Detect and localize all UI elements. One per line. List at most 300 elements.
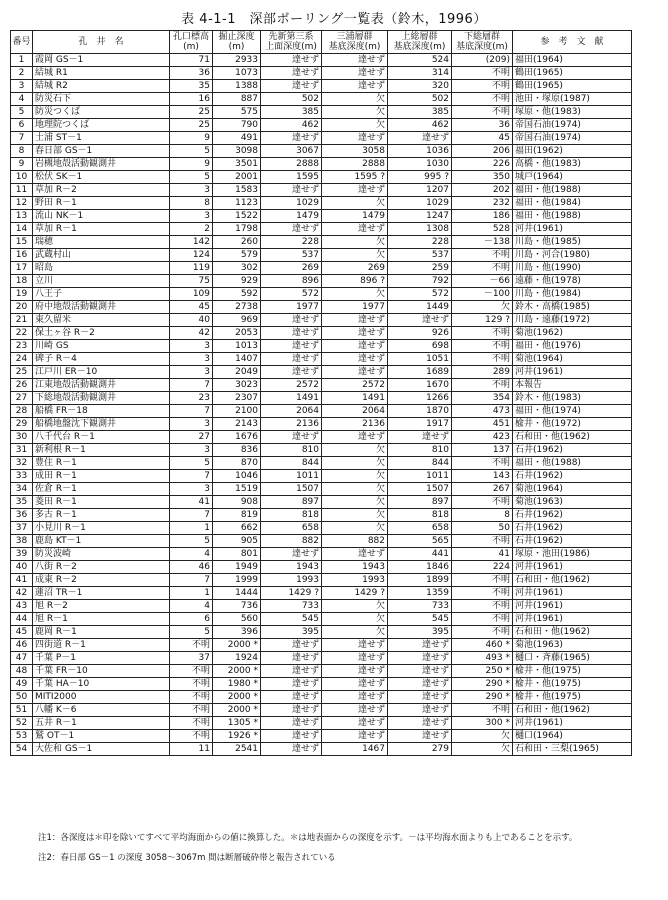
table-cell: 259 xyxy=(388,262,452,275)
table-row xyxy=(11,379,632,392)
table-cell: 26 xyxy=(11,379,33,392)
table-cell: 5 xyxy=(170,171,213,184)
table-cell: 達せず xyxy=(388,678,452,691)
table-row xyxy=(11,236,632,249)
table-row xyxy=(11,197,632,210)
table-cell: 1011 xyxy=(261,470,322,483)
table-cell: 2738 xyxy=(213,301,261,314)
table-cell: 896 xyxy=(261,275,322,288)
table-cell: 樋口・斉藤(1965) xyxy=(513,652,632,665)
table-cell: 達せず xyxy=(322,366,388,379)
table-cell: 川島・遠藤(1972) xyxy=(513,314,632,327)
table-cell: 鶴田(1965) xyxy=(513,80,632,93)
table-cell: 3501 xyxy=(213,158,261,171)
table-cell: 春日部 GS－1 xyxy=(33,145,170,158)
table-cell: 926 xyxy=(388,327,452,340)
table-cell: 232 xyxy=(452,197,513,210)
table-cell: 2572 xyxy=(322,379,388,392)
table-cell: 790 xyxy=(213,119,261,132)
table-cell: 1388 xyxy=(213,80,261,93)
table-cell: 立川 xyxy=(33,275,170,288)
table-cell: 27 xyxy=(11,392,33,405)
table-cell: 75 xyxy=(170,275,213,288)
table-cell: 3023 xyxy=(213,379,261,392)
table-cell: 不明 xyxy=(452,67,513,80)
table-cell: 達せず xyxy=(388,132,452,145)
table-cell: 2143 xyxy=(213,418,261,431)
table-cell: 旭 R－2 xyxy=(33,600,170,613)
table-cell: 2307 xyxy=(213,392,261,405)
table-cell: 成田 R－1 xyxy=(33,470,170,483)
table-cell: 楡井・他(1975) xyxy=(513,691,632,704)
table-cell: 18 xyxy=(11,275,33,288)
table-cell: 42 xyxy=(170,327,213,340)
table-row xyxy=(11,665,632,678)
table-cell: 3 xyxy=(170,483,213,496)
table-cell: 鹿島 KT－1 xyxy=(33,535,170,548)
table-row xyxy=(11,561,632,574)
table-cell: 1029 xyxy=(261,197,322,210)
table-cell: 河井(1961) xyxy=(513,561,632,574)
table-cell: 24 xyxy=(11,353,33,366)
table-cell: 2100 xyxy=(213,405,261,418)
table-cell: 欠 xyxy=(322,106,388,119)
table-cell: 達せず xyxy=(388,665,452,678)
table-cell: 2933 xyxy=(213,54,261,67)
table-cell: 達せず xyxy=(388,717,452,730)
table-cell: 5 xyxy=(170,626,213,639)
table-cell: 川島・他(1984) xyxy=(513,288,632,301)
table-row xyxy=(11,587,632,600)
table-cell: 1507 xyxy=(261,483,322,496)
table-cell: 石和田・他(1962) xyxy=(513,626,632,639)
table-cell: 欠 xyxy=(322,600,388,613)
table-cell: 福田(1964) xyxy=(513,54,632,67)
table-cell: 36 xyxy=(170,67,213,80)
table-cell: 882 xyxy=(261,535,322,548)
table-cell: 不明 xyxy=(170,730,213,743)
table-title: 表 4-1-1 深部ボーリング一覧表（鈴木，1996） xyxy=(181,12,487,27)
table-cell: 1507 xyxy=(388,483,452,496)
table-cell: 3 xyxy=(170,340,213,353)
table-cell: 1013 xyxy=(213,340,261,353)
table-cell: 1407 xyxy=(213,353,261,366)
table-cell: 12 xyxy=(11,197,33,210)
table-cell: 736 xyxy=(213,600,261,613)
table-cell: 228 xyxy=(388,236,452,249)
table-cell: 達せず xyxy=(261,704,322,717)
table-cell: 226 xyxy=(452,158,513,171)
table-cell: 欠 xyxy=(322,249,388,262)
table-cell: 53 xyxy=(11,730,33,743)
table-cell: 1798 xyxy=(213,223,261,236)
table-row xyxy=(11,535,632,548)
table-cell: 2000 * xyxy=(213,691,261,704)
table-row xyxy=(11,418,632,431)
table-cell: 欠 xyxy=(322,626,388,639)
table-cell: 2000 * xyxy=(213,665,261,678)
table-cell: 228 xyxy=(261,236,322,249)
table-cell: 不明 xyxy=(452,249,513,262)
table-cell: 河井(1961) xyxy=(513,587,632,600)
table-cell: 達せず xyxy=(322,678,388,691)
table-cell: 23 xyxy=(11,340,33,353)
table-cell: 1993 xyxy=(322,574,388,587)
table-cell: 1046 xyxy=(213,470,261,483)
table-cell: 不明 xyxy=(452,353,513,366)
table-cell: 290 * xyxy=(452,691,513,704)
table-cell: 545 xyxy=(388,613,452,626)
table-row xyxy=(11,223,632,236)
table-cell: 572 xyxy=(388,288,452,301)
table-cell: 防災波崎 xyxy=(33,548,170,561)
table-cell: 1977 xyxy=(261,301,322,314)
table-cell: 71 xyxy=(170,54,213,67)
table-cell: 欠 xyxy=(322,236,388,249)
table-cell: 達せず xyxy=(322,548,388,561)
table-cell: 658 xyxy=(388,522,452,535)
table-row xyxy=(11,444,632,457)
table-row xyxy=(11,132,632,145)
table-cell: 達せず xyxy=(261,327,322,340)
table-cell: 423 xyxy=(452,431,513,444)
table-row xyxy=(11,600,632,613)
table-cell: 欠 xyxy=(322,93,388,106)
notes xyxy=(38,828,577,868)
table-cell: 50 xyxy=(452,522,513,535)
table-cell: 江戸川 ER－10 xyxy=(33,366,170,379)
table-row xyxy=(11,184,632,197)
table-row xyxy=(11,626,632,639)
table-cell: 969 xyxy=(213,314,261,327)
table-cell: 不明 xyxy=(452,262,513,275)
table-cell: 達せず xyxy=(322,431,388,444)
table-cell: 662 xyxy=(213,522,261,535)
table-cell: 47 xyxy=(11,652,33,665)
table-cell: 46 xyxy=(170,561,213,574)
table-cell: 698 xyxy=(388,340,452,353)
table-cell: 1266 xyxy=(388,392,452,405)
table-cell: 21 xyxy=(11,314,33,327)
table-cell: 河井(1961) xyxy=(513,366,632,379)
table-cell: 5 xyxy=(11,106,33,119)
table-cell: 石和田・他(1962) xyxy=(513,704,632,717)
table-cell: 49 xyxy=(11,678,33,691)
table-cell: 36 xyxy=(452,119,513,132)
table-cell: 1522 xyxy=(213,210,261,223)
table-cell: 達せず xyxy=(261,691,322,704)
table-cell: 124 xyxy=(170,249,213,262)
table-cell: 不明 xyxy=(452,535,513,548)
table-cell: 1051 xyxy=(388,353,452,366)
table-cell: 54 xyxy=(11,743,33,756)
table-cell: 897 xyxy=(261,496,322,509)
table-cell: 6 xyxy=(11,119,33,132)
table-cell: 1583 xyxy=(213,184,261,197)
table-cell: 2053 xyxy=(213,327,261,340)
table-cell: 菱田 R－1 xyxy=(33,496,170,509)
table-cell: 佐倉 R－1 xyxy=(33,483,170,496)
table-row xyxy=(11,405,632,418)
table-cell: 達せず xyxy=(261,548,322,561)
table-cell: 菊池(1963) xyxy=(513,496,632,509)
table-cell: 929 xyxy=(213,275,261,288)
table-cell: 290 * xyxy=(452,678,513,691)
table-cell: (209) xyxy=(452,54,513,67)
table-cell: 40 xyxy=(11,561,33,574)
table-cell: 塚原・他(1983) xyxy=(513,106,632,119)
table-row xyxy=(11,730,632,743)
table-cell: 江東地殻活動観測井 xyxy=(33,379,170,392)
table-cell: 451 xyxy=(452,418,513,431)
table-cell: 19 xyxy=(11,288,33,301)
table-cell: 達せず xyxy=(388,639,452,652)
table-cell: 鹿岡 R－1 xyxy=(33,626,170,639)
table-cell: 733 xyxy=(261,600,322,613)
table-row xyxy=(11,353,632,366)
table-cell: －100 xyxy=(452,288,513,301)
table-cell: 45 xyxy=(11,626,33,639)
table-cell: 302 xyxy=(213,262,261,275)
table-cell: 達せず xyxy=(261,314,322,327)
table-cell: 旭 R－1 xyxy=(33,613,170,626)
table-cell: 3 xyxy=(170,210,213,223)
table-cell: 欠 xyxy=(322,483,388,496)
table-cell: 572 xyxy=(261,288,322,301)
table-cell: 1029 xyxy=(388,197,452,210)
table-cell: 250 * xyxy=(452,665,513,678)
table-cell: 1030 xyxy=(388,158,452,171)
table-cell: 25 xyxy=(11,366,33,379)
table-cell: 達せず xyxy=(261,717,322,730)
table-cell: 524 xyxy=(388,54,452,67)
table-cell: 592 xyxy=(213,288,261,301)
table-cell: 不明 xyxy=(452,613,513,626)
table-cell: 2572 xyxy=(261,379,322,392)
table-cell: 10 xyxy=(11,171,33,184)
table-cell: 川崎 GS xyxy=(33,340,170,353)
table-row xyxy=(11,392,632,405)
table-cell: 1305 * xyxy=(213,717,261,730)
table-cell: 不明 xyxy=(170,678,213,691)
table-cell: 579 xyxy=(213,249,261,262)
table-cell: 結城 R1 xyxy=(33,67,170,80)
table-cell: 41 xyxy=(170,496,213,509)
table-cell: 908 xyxy=(213,496,261,509)
table-cell: 八街 R－2 xyxy=(33,561,170,574)
table-cell: 45 xyxy=(170,301,213,314)
table-cell: 1926 * xyxy=(213,730,261,743)
table-cell: 福田・他(1988) xyxy=(513,184,632,197)
table-cell: 不明 xyxy=(452,327,513,340)
table-cell: 314 xyxy=(388,67,452,80)
table-cell: 491 xyxy=(213,132,261,145)
table-cell: 1917 xyxy=(388,418,452,431)
table-cell: 1924 xyxy=(213,652,261,665)
table-row xyxy=(11,301,632,314)
table-row xyxy=(11,522,632,535)
table-cell: 658 xyxy=(261,522,322,535)
table-cell: 遠藤・他(1978) xyxy=(513,275,632,288)
table-cell: 千葉 HA－10 xyxy=(33,678,170,691)
table-cell: 7 xyxy=(170,509,213,522)
table-cell: 1444 xyxy=(213,587,261,600)
table-cell: 395 xyxy=(261,626,322,639)
table-cell: 石井(1962) xyxy=(513,535,632,548)
table-cell: 不明 xyxy=(452,340,513,353)
table-row xyxy=(11,171,632,184)
table-cell: 達せず xyxy=(322,80,388,93)
table-cell: 鈴木・高橋(1985) xyxy=(513,301,632,314)
table-cell: 565 xyxy=(388,535,452,548)
table-cell: 川島・河合(1980) xyxy=(513,249,632,262)
table-cell: 1943 xyxy=(261,561,322,574)
table-cell: 池田・塚原(1987) xyxy=(513,93,632,106)
table-cell: 大佐和 GS－1 xyxy=(33,743,170,756)
table-cell: 昭島 xyxy=(33,262,170,275)
table-cell: 9 xyxy=(11,158,33,171)
table-cell: 草加 R－2 xyxy=(33,184,170,197)
table-cell: 鷲 OT－1 xyxy=(33,730,170,743)
table-cell: 達せず xyxy=(261,678,322,691)
table-cell: 不明 xyxy=(452,600,513,613)
table-cell: 福田・他(1976) xyxy=(513,340,632,353)
table-cell: 43 xyxy=(11,600,33,613)
table-cell: 達せず xyxy=(322,717,388,730)
table-row xyxy=(11,457,632,470)
table-cell: 碑子 R－4 xyxy=(33,353,170,366)
table-cell: 1943 xyxy=(322,561,388,574)
table-cell: 269 xyxy=(322,262,388,275)
table-cell: 福田(1962) xyxy=(513,145,632,158)
table-cell: 16 xyxy=(11,249,33,262)
table-cell: 1519 xyxy=(213,483,261,496)
table-cell: 29 xyxy=(11,418,33,431)
table-cell: 達せず xyxy=(261,366,322,379)
column-header: 孔 井 名 xyxy=(33,31,170,54)
table-cell: 1429 ? xyxy=(322,587,388,600)
table-cell: 石井(1962) xyxy=(513,470,632,483)
table-row xyxy=(11,743,632,756)
table-cell: 塚原・池田(1986) xyxy=(513,548,632,561)
table-cell: 45 xyxy=(452,132,513,145)
column-header: 孔口標高 (m) xyxy=(170,31,213,54)
table-cell: 船橋地盤沈下観測井 xyxy=(33,418,170,431)
table-cell: 楡井・他(1975) xyxy=(513,678,632,691)
table-cell: 欠 xyxy=(452,743,513,756)
table-cell: 防災石下 xyxy=(33,93,170,106)
table-cell: 多古 R－1 xyxy=(33,509,170,522)
table-cell: 1676 xyxy=(213,431,261,444)
table-cell: 2064 xyxy=(261,405,322,418)
table-cell: 不明 xyxy=(452,574,513,587)
table-cell: 48 xyxy=(11,665,33,678)
table-cell: 千葉 FR－10 xyxy=(33,665,170,678)
table-cell: 瑞穂 xyxy=(33,236,170,249)
table-cell: 844 xyxy=(388,457,452,470)
table-cell: 1467 xyxy=(322,743,388,756)
table-cell: 441 xyxy=(388,548,452,561)
table-cell: 4 xyxy=(170,548,213,561)
table-cell: 3067 xyxy=(261,145,322,158)
table-cell: 船橋 FR－18 xyxy=(33,405,170,418)
table-cell: 達せず xyxy=(322,67,388,80)
table-cell: 不明 xyxy=(452,704,513,717)
table-cell: 493 * xyxy=(452,652,513,665)
table-cell: 地理院つくば xyxy=(33,119,170,132)
table-cell: 達せず xyxy=(322,652,388,665)
table-cell: 2 xyxy=(170,223,213,236)
table-cell: 560 xyxy=(213,613,261,626)
table-cell: 結城 R2 xyxy=(33,80,170,93)
table-cell: 44 xyxy=(11,613,33,626)
table-cell: 1689 xyxy=(388,366,452,379)
table-cell: 7 xyxy=(170,379,213,392)
table-cell: 3 xyxy=(170,353,213,366)
table-cell: 菊池(1963) xyxy=(513,639,632,652)
table-cell: 達せず xyxy=(261,730,322,743)
table-cell: 7 xyxy=(11,132,33,145)
table-cell: 224 xyxy=(452,561,513,574)
table-cell: 蓮沼 TR－1 xyxy=(33,587,170,600)
table-cell: 1247 xyxy=(388,210,452,223)
table-cell: 25 xyxy=(170,106,213,119)
table-row xyxy=(11,717,632,730)
table-cell: 下総地殻活動観測井 xyxy=(33,392,170,405)
table-cell: 260 xyxy=(213,236,261,249)
table-cell: 岩槻地殻活動観測井 xyxy=(33,158,170,171)
table-cell: 1479 xyxy=(322,210,388,223)
table-cell: 達せず xyxy=(322,54,388,67)
table-cell: 16 xyxy=(170,93,213,106)
table-row xyxy=(11,262,632,275)
table-cell: 473 xyxy=(452,405,513,418)
table-row xyxy=(11,327,632,340)
table-cell: 1491 xyxy=(322,392,388,405)
table-cell: 達せず xyxy=(322,704,388,717)
table-cell: 1 xyxy=(170,587,213,600)
table-cell: 達せず xyxy=(261,54,322,67)
table-cell: 8 xyxy=(11,145,33,158)
table-row xyxy=(11,366,632,379)
table-row xyxy=(11,548,632,561)
table-cell: 7 xyxy=(170,405,213,418)
table-cell: 不明 xyxy=(452,496,513,509)
table-cell: 草加 R－1 xyxy=(33,223,170,236)
table-cell: 3 xyxy=(170,444,213,457)
table-cell: 1308 xyxy=(388,223,452,236)
table-cell: 11 xyxy=(170,743,213,756)
table-cell: 39 xyxy=(11,548,33,561)
table-cell: 城戸(1964) xyxy=(513,171,632,184)
table-cell: 11 xyxy=(11,184,33,197)
table-cell: 1036 xyxy=(388,145,452,158)
table-row xyxy=(11,652,632,665)
table-row xyxy=(11,93,632,106)
table-cell: 樋口(1964) xyxy=(513,730,632,743)
table-cell: 石井(1962) xyxy=(513,522,632,535)
table-cell: 350 xyxy=(452,171,513,184)
table-cell: 3 xyxy=(170,418,213,431)
table-cell: 3058 xyxy=(322,145,388,158)
table-cell: 石和田・他(1962) xyxy=(513,431,632,444)
table-cell: 福田・他(1988) xyxy=(513,457,632,470)
table-cell: 達せず xyxy=(261,340,322,353)
table-cell: 不明 xyxy=(452,106,513,119)
table-cell: 801 xyxy=(213,548,261,561)
table-cell: 31 xyxy=(11,444,33,457)
table-cell: 206 xyxy=(452,145,513,158)
